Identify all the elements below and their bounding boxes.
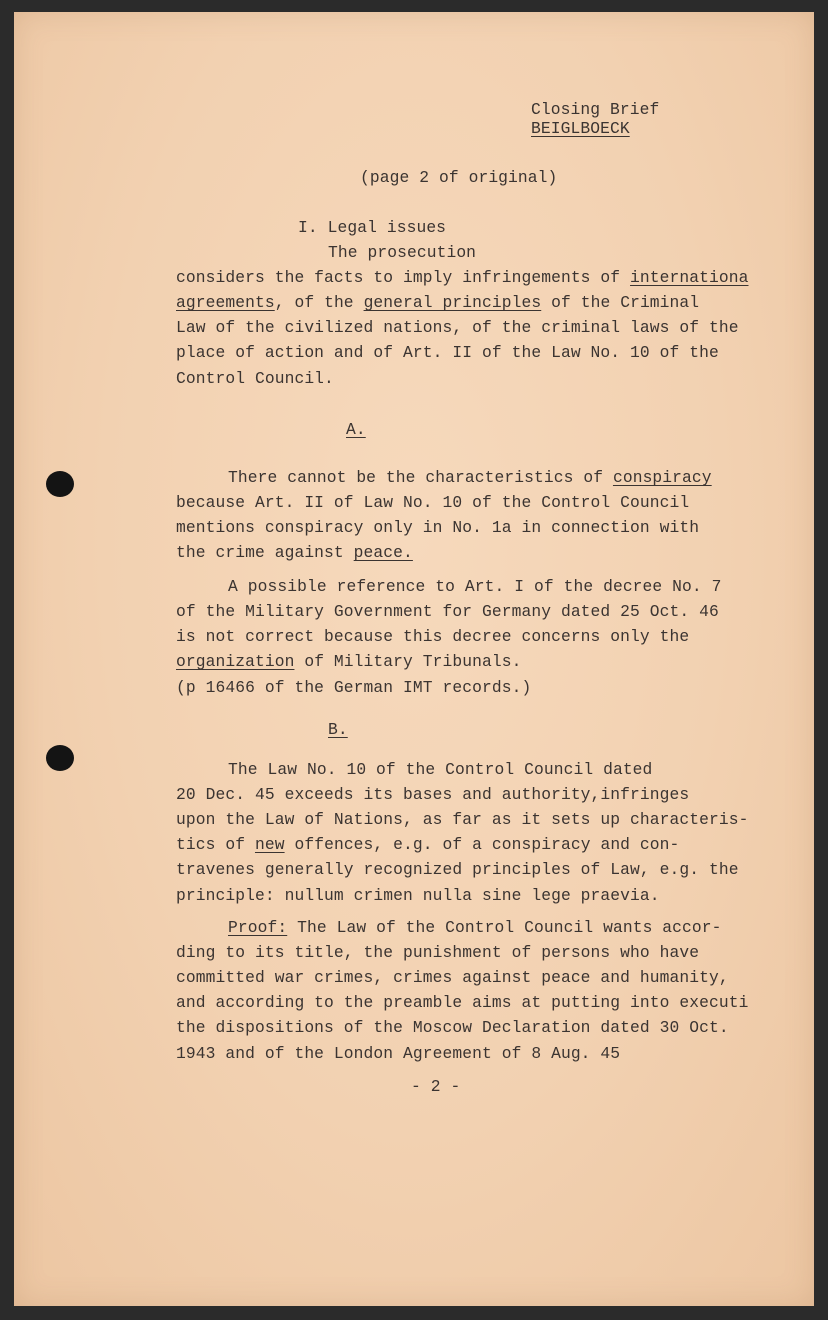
text-line: place of action and of Art. II of the Law No. 10 of the — [176, 343, 719, 362]
text-line: Law of the civilized nations, of the criminal laws of the — [176, 318, 739, 337]
original-page-reference: (page 2 of original) — [360, 168, 558, 187]
text-line — [228, 918, 722, 938]
text-line: of the Military Government for Germany dated 25 Oct. 46 — [176, 602, 719, 621]
text-run: tics of — [176, 835, 255, 854]
punch-hole-upper — [46, 471, 74, 497]
section-marker-a: A. — [346, 420, 366, 439]
text-line: A possible reference to Art. I of the decree No. 7 — [228, 577, 722, 596]
text-line: The prosecution — [328, 243, 477, 262]
text-run: There cannot be the characteristics of — [228, 468, 613, 487]
text-line — [176, 652, 521, 672]
text-line: (p 16466 of the German IMT records.) — [176, 678, 532, 697]
underlined-term: conspiracy — [612, 468, 712, 487]
text-line: upon the Law of Nations, as far as it sets up characteris- — [176, 810, 749, 829]
text-line: because Art. II of Law No. 10 of the Control Council — [176, 493, 690, 512]
underlined-term: new — [254, 835, 285, 854]
text-run: , of the — [274, 293, 364, 312]
text-run: the crime against — [176, 543, 354, 562]
underlined-term: agreements — [176, 293, 275, 312]
text-line: mentions conspiracy only in No. 1a in connection with — [176, 518, 700, 537]
text-line: committed war crimes, crimes against peace and humanity, — [176, 968, 729, 987]
underlined-term: general principles — [363, 293, 542, 312]
page-number: - 2 - — [411, 1077, 461, 1096]
text-line — [176, 835, 679, 855]
underlined-term: organization — [176, 652, 295, 671]
text-line: is not correct because this decree concerns only the — [176, 627, 690, 646]
document-page — [14, 12, 814, 1306]
doc-type-label: Closing Brief — [531, 100, 660, 119]
underlined-term: internationa — [630, 268, 749, 287]
text-run: considers the facts to imply infringements of — [176, 268, 631, 287]
text-line: 1943 and of the London Agreement of 8 Aug. 45 — [176, 1044, 621, 1063]
text-line: and according to the preamble aims at putting into executi — [176, 993, 749, 1012]
text-run: offences, e.g. of a conspiracy and con- — [284, 835, 680, 854]
text-run: of the Criminal — [541, 293, 700, 312]
text-line: Control Council. — [176, 369, 334, 388]
punch-hole-lower — [46, 745, 74, 771]
text-line — [228, 468, 712, 488]
text-line: the dispositions of the Moscow Declaration dated 30 Oct. — [176, 1018, 729, 1037]
section-heading: I. Legal issues — [298, 218, 447, 237]
text-line — [176, 268, 749, 288]
defendant-name: BEIGLBOECK — [531, 119, 630, 138]
text-line: travenes generally recognized principles of Law, e.g. the — [176, 860, 739, 879]
text-line: 20 Dec. 45 exceeds its bases and authority,infringes — [176, 785, 690, 804]
underlined-term: peace. — [353, 543, 413, 562]
text-line — [176, 543, 413, 563]
text-line — [176, 293, 699, 313]
text-line: principle: nullum crimen nulla sine lege praevia. — [176, 886, 660, 905]
text-line: The Law No. 10 of the Control Council dated — [228, 760, 653, 779]
text-run: The Law of the Control Council wants accor- — [287, 918, 722, 937]
text-run: of Military Tribunals. — [294, 652, 522, 671]
text-line: ding to its title, the punishment of persons who have — [176, 943, 700, 962]
proof-label: Proof: — [228, 918, 288, 937]
section-marker-b: B. — [328, 720, 348, 739]
